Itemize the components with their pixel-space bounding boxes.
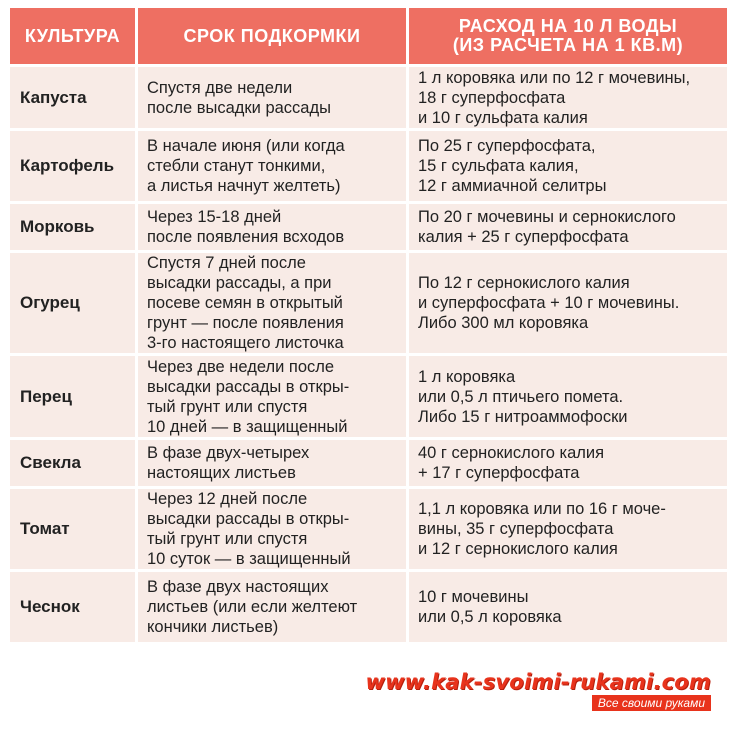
feeding-timing-line: грунт — после появления — [147, 314, 344, 332]
consumption-rate-line: 1,1 л коровяка или по 16 г моче- — [418, 500, 666, 518]
feeding-timing-line: высадки рассады, а при — [147, 274, 332, 292]
feeding-timing-line: листьев (или если желтеют — [147, 598, 358, 616]
header-consumption — [409, 8, 727, 64]
consumption-rate-line: + 17 г суперфосфата — [418, 464, 580, 482]
header-culture: КУЛЬТУРА — [10, 8, 135, 64]
feeding-timing-line: после появления всходов — [147, 228, 345, 246]
feeding-timing-line: Через 15-18 дней — [147, 208, 282, 226]
feeding-timing — [138, 356, 406, 437]
feeding-timing-line: 10 суток — в защищенный — [147, 550, 351, 568]
feeding-timing — [138, 489, 406, 569]
consumption-rate-line: 1 л коровяка или по 12 г мочевины, — [418, 68, 691, 87]
feeding-timing — [138, 253, 406, 353]
consumption-rate — [409, 253, 727, 353]
consumption-rate — [409, 67, 727, 128]
consumption-rate-line: 12 г аммиачной селитры — [418, 177, 607, 195]
feeding-timing — [138, 204, 406, 250]
feeding-timing-line: Через две недели после — [147, 357, 335, 376]
feeding-timing-line: 10 дней — в защищенный — [147, 417, 348, 436]
feeding-timing-line: а листья начнут желтеть) — [147, 177, 341, 195]
feeding-timing-line: посеве семян в открытый — [147, 294, 343, 312]
consumption-rate — [409, 489, 727, 569]
feeding-timing — [138, 131, 406, 201]
culture-name: Капуста — [10, 67, 135, 128]
site-tagline: Все своими руками — [592, 695, 711, 711]
feeding-timing-line: В фазе двух-четырех — [147, 444, 310, 462]
feeding-timing-line: Через 12 дней после — [147, 490, 308, 508]
header-consumption-line: (ИЗ РАСЧЕТА НА 1 КВ.М) — [452, 35, 684, 55]
consumption-rate-line: 15 г сульфата калия, — [418, 157, 579, 175]
culture-name: Огурец — [10, 253, 135, 353]
footer — [365, 670, 711, 712]
consumption-rate — [409, 356, 727, 437]
consumption-rate — [409, 440, 727, 486]
header-consumption-line: РАСХОД НА 10 Л ВОДЫ — [458, 16, 678, 36]
culture-name: Томат — [10, 489, 135, 569]
consumption-rate-line: По 20 г мочевины и сернокислого — [418, 208, 676, 226]
consumption-rate-line: и суперфосфата + 10 г мочевины. — [418, 294, 680, 312]
feeding-timing-line: 3-го настоящего листочка — [147, 334, 344, 352]
consumption-rate-line: и 10 г сульфата калия — [418, 108, 588, 127]
fertilizer-table — [10, 8, 727, 642]
feeding-timing-line: стебли станут тонкими, — [147, 157, 326, 175]
feeding-timing — [138, 572, 406, 642]
consumption-rate — [409, 131, 727, 201]
feeding-timing-line: Спустя 7 дней после — [147, 254, 306, 272]
consumption-rate-line: 1 л коровяка — [418, 367, 516, 386]
consumption-rate-line: вины, 35 г суперфосфата — [418, 520, 614, 538]
consumption-rate — [409, 572, 727, 642]
consumption-rate — [409, 204, 727, 250]
culture-name: Перец — [10, 356, 135, 437]
consumption-rate-line: или 0,5 л коровяка — [418, 608, 562, 626]
culture-name: Свекла — [10, 440, 135, 486]
feeding-timing-line: тый грунт или спустя — [147, 530, 308, 548]
culture-name: Морковь — [10, 204, 135, 250]
feeding-timing-line: В начале июня (или когда — [147, 137, 345, 155]
feeding-timing-line: настоящих листьев — [147, 464, 296, 482]
consumption-rate-line: калия + 25 г суперфосфата — [418, 228, 629, 246]
consumption-rate-line: Либо 15 г нитроаммофоски — [418, 407, 628, 426]
feeding-timing-line: тый грунт или спустя — [147, 397, 308, 416]
consumption-rate-line: и 12 г сернокислого калия — [418, 540, 618, 558]
consumption-rate-line: 40 г сернокислого калия — [418, 444, 605, 462]
feeding-timing — [138, 67, 406, 128]
header-timing: СРОК ПОДКОРМКИ — [138, 8, 406, 64]
feeding-timing-line: Спустя две недели — [147, 78, 293, 97]
feeding-timing-line: кончики листьев) — [147, 618, 279, 636]
consumption-rate-line: 18 г суперфосфата — [418, 88, 566, 107]
consumption-rate-line: Либо 300 мл коровяка — [418, 314, 589, 332]
feeding-timing-line: высадки рассады в откры- — [147, 510, 350, 528]
feeding-timing-line: высадки рассады в откры- — [147, 377, 350, 396]
feeding-timing — [138, 440, 406, 486]
consumption-rate-line: или 0,5 л птичьего помета. — [418, 387, 624, 406]
feeding-timing-line: после высадки рассады — [147, 98, 331, 117]
consumption-rate-line: 10 г мочевины — [418, 588, 529, 606]
website-link[interactable]: www.kak-svoimi-rukami.com — [365, 670, 711, 694]
culture-name: Чеснок — [10, 572, 135, 642]
consumption-rate-line: По 25 г суперфосфата, — [418, 137, 596, 155]
consumption-rate-line: По 12 г сернокислого калия — [418, 274, 630, 292]
culture-name: Картофель — [10, 131, 135, 201]
feeding-timing-line: В фазе двух настоящих — [147, 578, 329, 596]
